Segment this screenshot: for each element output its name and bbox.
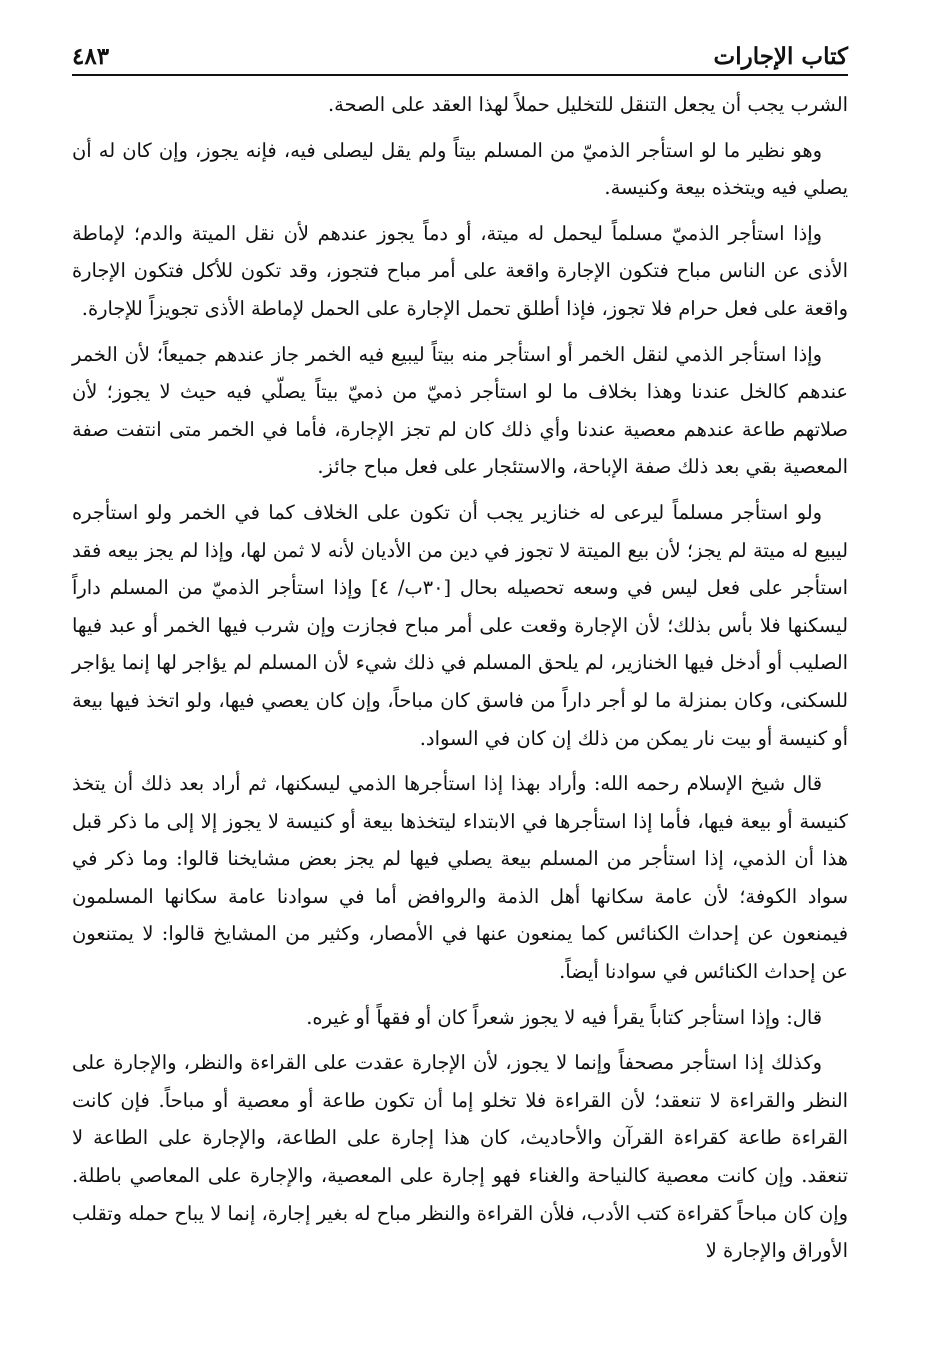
paragraph: وإذا استأجر الذمي لنقل الخمر أو استأجر منه بيتاً ليبيع فيه الخمر جاز عندهم جميعاً؛ لأن الخمر عندهم كالخل عندنا وهذا بخلاف ما لو استأجر ذميّ من ذميّ بيتاً يصلّي فيه حيث لا يجوز؛ لأن صلاتهم طاعة عندهم معصية عندنا وأي ذلك كان لم تجز الإجارة، فأما في الخمر متى انتفت صفة المعصية بقي بعد ذلك صفة الإباحة، والاستئجار على فعل مباح جائز. <box>72 342 848 479</box>
paragraph: وإذا استأجر الذميّ مسلماً ليحمل له ميتة، أو دماً يجوز عندهم لأن نقل الميتة والدم؛ لإماطة الأذى عن الناس مباح فتكون الإجارة واقعة على أمر مباح فتجوز، وقد تكون للأكل فتكون الإجارة واقعة على فعل حرام فلا تجوز، فإذا أطلق تحمل الإجارة على الحمل لإماطة الأذى تجويزاً للإجارة. <box>72 221 848 320</box>
body-text <box>72 86 848 1278</box>
paragraph: ولو استأجر مسلماً ليرعى له خنازير يجب أن تكون على الخلاف كما في الخمر ولو استأجره ليبيع له ميتة لم يجز؛ لأن بيع الميتة لا تجوز في دين من الأديان لأنه لا ثمن لها، وإذا لم يجز بيعه فقد استأجر على فعل ليس في وسعه تحصيله بحال [٣٠ب/ ٤] وإذا استأجر الذميّ من المسلم داراً ليسكنها فلا بأس بذلك؛ لأن الإجارة وقعت على أمر مباح فجازت وإن شرب فيها الخمر أو عبد فيها الصليب أو أدخل فيها الخنازير، لم يلحق المسلم في ذلك شيء لأن المسلم لم يؤاجر لها إنما يؤاجر للسكنى، وكان بمنزلة ما لو أجر داراً من فاسق كان مباحاً، وإن كان يعصي فيها، ولو اتخذ فيها بيعة أو كنيسة أو بيت نار يمكن من ذلك إن كان في السواد. <box>72 500 849 750</box>
paragraph: قال شيخ الإسلام رحمه الله: وأراد بهذا إذا استأجرها الذمي ليسكنها، ثم أراد بعد ذلك أن يتخذ كنيسة أو بيعة فيها، فأما إذا استأجرها في الابتداء ليتخذها بيعة أو كنيسة لا يجوز إلا إلى ما ذكر قبل هذا أن الذمي، إذا استأجر من المسلم بيعة يصلي فيها لم يجز بعض مشايخنا قالوا: وما ذكر في سواد الكوفة؛ لأن عامة سكانها أهل الذمة والروافض أما في سوادنا عامة سكانها المسلمون فيمنعون عن إحداث الكنائس كما يمنعون عنها في الأمصار، وكثير من المشايخ قالوا: لا يمتنعون عن إحداث الكنائس في سوادنا أيضاً. <box>72 772 848 984</box>
paragraph: وكذلك إذا استأجر مصحفاً وإنما لا يجوز، لأن الإجارة عقدت على القراءة والنظر، والإجارة على النظر والقراءة لا تنعقد؛ لأن القراءة فلا تخلو إما أن تكون طاعة أو معصية أو مباحاً. فإن كانت القراءة طاعة كقراءة القرآن والأحاديث، كان هذا إجارة على الطاعة، والإجارة على الطاعة لا تنعقد. وإن كانت معصية كالنياحة والغناء فهو إجارة على المعصية، والإجارة على المعاصي باطلة. وإن كان مباحاً كقراءة كتب الأدب، فلأن القراءة والنظر مباح له بغير إجارة، إنما لا يباح حمله وتقلب الأوراق والإجارة لا <box>72 1051 848 1263</box>
paragraph: وهو نظير ما لو استأجر الذميّ من المسلم بيتاً ولم يقل ليصلى فيه، فإنه يجوز، وإن كان له أن يصلي فيه ويتخذه بيعة وكنيسة. <box>72 138 848 200</box>
running-header <box>72 30 848 76</box>
paragraph: قال: وإذا استأجر كتاباً يقرأ فيه لا يجوز شعراً كان أو فقهاً أو غيره. <box>306 1005 822 1029</box>
page-number: ٤٨٣ <box>72 43 110 70</box>
paragraph: الشرب يجب أن يجعل التنقل للتخليل حملاً لهذا العقد على الصحة. <box>327 93 848 116</box>
chapter-title: كتاب الإجارات <box>713 43 848 70</box>
